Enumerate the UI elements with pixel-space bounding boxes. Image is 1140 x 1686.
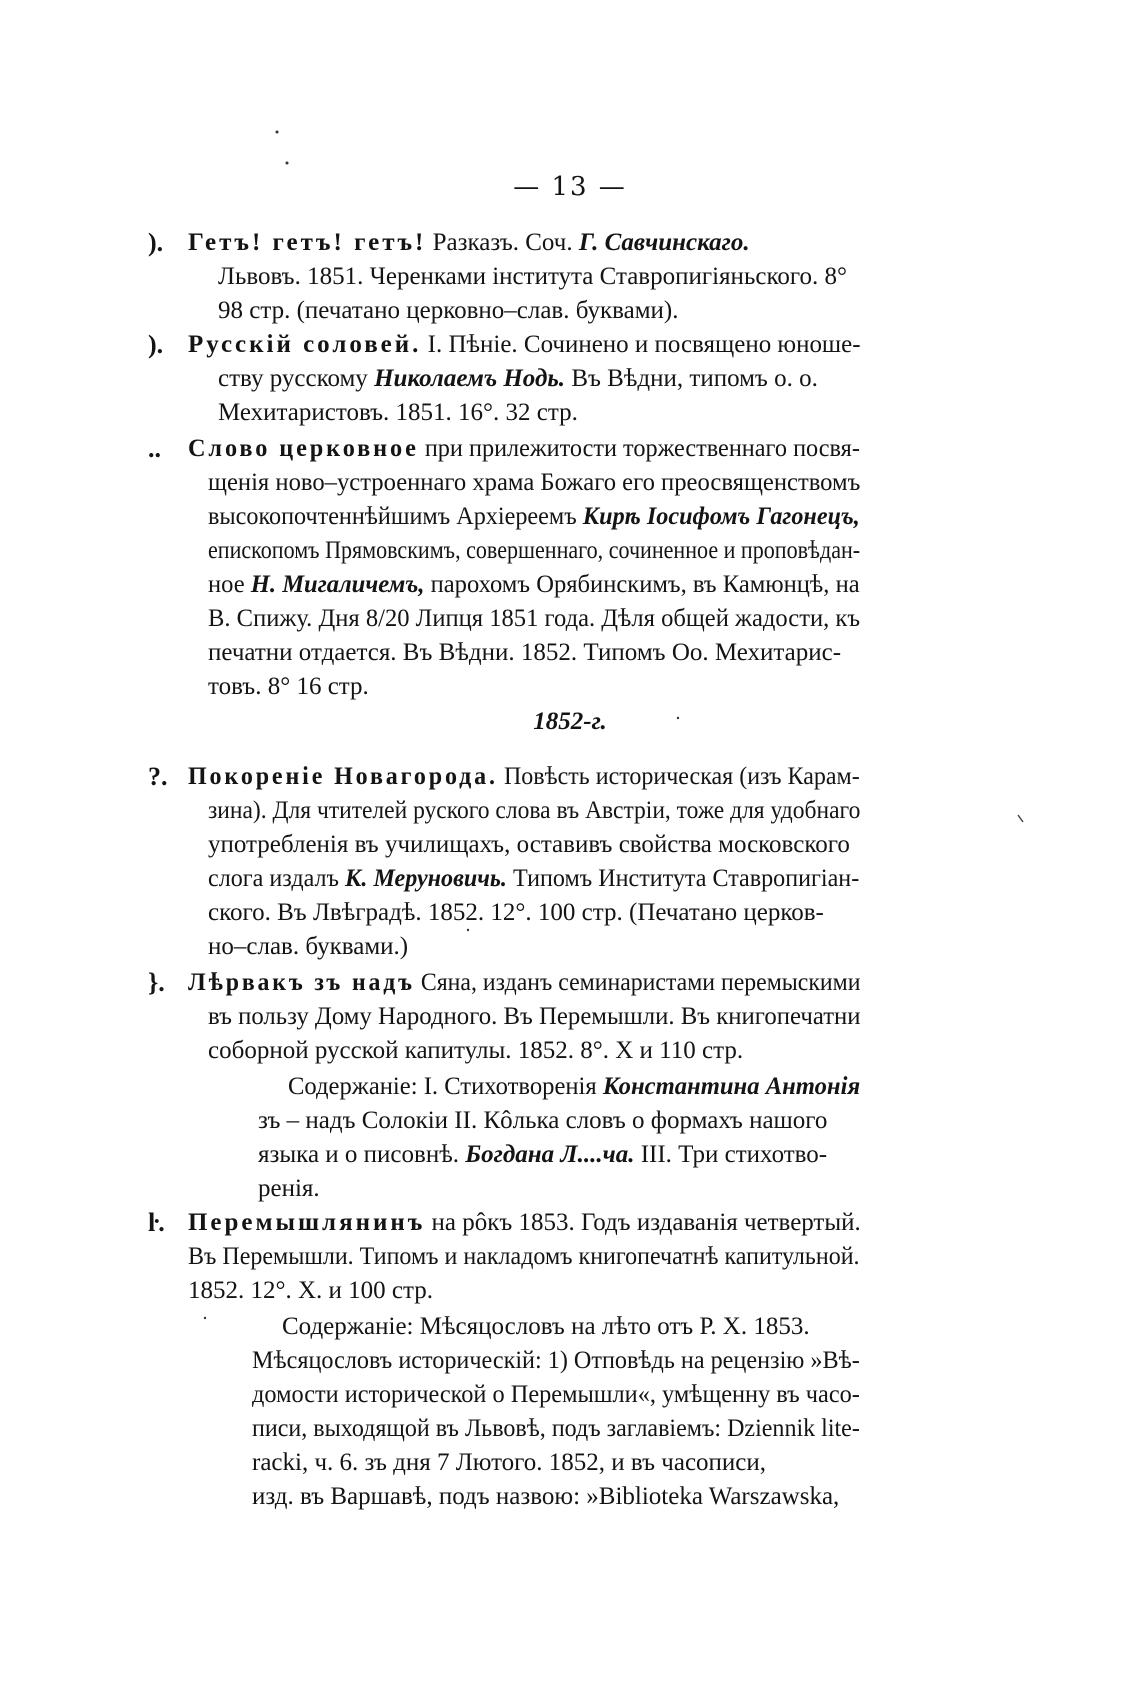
line-text: Львовъ. 1851. Черенками інститута Ставропигіяньского. 8° [218, 263, 847, 290]
line-text: епископомъ Прямовскимъ, совершеннаго, сочиненное и проповѣдан- [208, 537, 861, 564]
entry-number: ŀ. [148, 1208, 165, 1237]
author-name: Константина Антонія [602, 1073, 861, 1100]
author-name: Богдана Л....ча. [465, 1141, 635, 1168]
line-text: 98 стр. (печатано церковно–слав. буквами). [218, 297, 679, 324]
line-text: Содержаніе: І. Стихотворенія [288, 1073, 603, 1100]
entry-number: ). [148, 330, 164, 359]
entry-title: Покореніе Новагорода. [188, 763, 498, 790]
line-text: Мехитаристовъ. 1851. 16°. 32 стр. [218, 399, 578, 426]
line-text: зина). Для чтителей руского слова въ Австріи, тоже для удобнаго [208, 797, 861, 824]
line-text: Мѣсяцословъ историческій: 1) Отповѣдь на рецензію »Вѣ- [252, 1347, 860, 1374]
author-name: Н. Мигаличемъ, [250, 571, 425, 598]
line-text: но–слав. буквами.) [208, 933, 409, 960]
year-heading: 1852-г. [533, 708, 607, 735]
author-name: Г. Савчинскаго. [578, 229, 750, 256]
speck [467, 929, 469, 931]
line-text: парохомъ Орябинскимъ, въ Камюнцѣ, на [424, 571, 860, 598]
entry-title: Русскій соловей. [188, 331, 422, 358]
line-text: въ пользу Дому Народного. Въ Перемышли. Въ книгопечатни [208, 1003, 861, 1030]
line-text: Въ Вѣдни, типомъ о. о. [565, 365, 818, 392]
line-text: ное [208, 571, 251, 598]
line-text: употребленія въ училищахъ, оставивъ свойства московского [208, 831, 850, 858]
line-text: racki, ч. 6. зъ дня 7 Лютого. 1852, и въ часописи, [252, 1449, 767, 1476]
speck [286, 162, 289, 165]
entry-number: .. [148, 434, 161, 463]
line-text: щенія ново–устроеннаго храма Божаго его преосвященствомъ [208, 469, 861, 496]
line-text: Повѣсть историческая (изъ Карам- [497, 763, 860, 790]
line-text: Сяна, изданъ семинаристами перемыскими [414, 969, 861, 996]
speck [276, 131, 279, 134]
line-text: изд. въ Варшавѣ, подъ назвою: »Biblioteka Warszawska, [252, 1483, 840, 1510]
line-text: слога издалъ [208, 865, 346, 892]
entry-title: Перемышлянинъ [188, 1209, 426, 1236]
entry-number: ). [148, 228, 164, 257]
line-text: ству русскому [218, 365, 375, 392]
line-text: печатни отдается. Въ Вѣдни. 1852. Типомъ Оо. Мехитарис- [208, 639, 842, 666]
line-text: товъ. 8° 16 стр. [208, 673, 369, 700]
entry-number: ?. [148, 762, 168, 791]
line-text: зъ – надъ Солокіи ІІ. Кôлька словъ о формахъ нашого [258, 1107, 828, 1134]
line-text: ІІІ. Три стихотво- [634, 1141, 828, 1168]
line-text: Разказъ. Соч. [426, 229, 579, 256]
speck [204, 1317, 206, 1319]
line-text: языка и о писовнѣ. [258, 1141, 466, 1168]
entry-title: Лѣрвакъ зъ надъ [188, 969, 415, 996]
line-text: писи, выходящой въ Львовѣ, подъ заглавіемъ: Dziennik lite- [252, 1415, 860, 1442]
line-text: 1852. 12°. X. и 100 стр. [188, 1277, 434, 1304]
speck [677, 717, 679, 719]
line-text: І. Пѣніе. Сочинено и посвящено юноше- [421, 331, 861, 358]
author-name: Николаемъ Нодь. [374, 365, 566, 392]
line-text: ренія. [258, 1175, 320, 1202]
entry-number: }. [148, 968, 165, 997]
page-number: — 13 — [513, 172, 627, 202]
line-text: ского. Въ Лвѣградѣ. 1852. 12°. 100 стр. (Печатано церков- [208, 899, 824, 926]
line-text: на рôкъ 1853. Годъ издаванія четвертый. [425, 1209, 861, 1236]
speck [1018, 815, 1023, 822]
line-text: при прилежитости торжественнаго посвя- [418, 435, 860, 462]
line-text: Содержаніе: Мѣсяцословъ на лѣто отъ Р. Х. 1853. [282, 1313, 810, 1340]
author-name: Кирѣ Іосифомъ Гагонецъ, [582, 503, 860, 530]
entry-title: Гетъ! гетъ! гетъ! [188, 229, 427, 256]
line-text: Въ Перемышли. Типомъ и накладомъ книгопечатнѣ капитульной. [188, 1243, 860, 1270]
line-text: домости исторической о Перемышли«, умѣщенну въ часо- [252, 1381, 860, 1408]
entry-title: Слово церковное [188, 435, 419, 462]
author-name: К. Меруновичь. [345, 865, 507, 892]
line-text: соборной русской капитулы. 1852. 8°. X и 110 стр. [208, 1037, 744, 1064]
line-text: Типомъ Института Ставропигіан- [506, 865, 860, 892]
line-text: высокопочтеннѣйшимъ Архіереемъ [208, 503, 583, 530]
line-text: В. Спижу. Дня 8/20 Липця 1851 года. Дѣля общей жадости, къ [208, 605, 861, 632]
